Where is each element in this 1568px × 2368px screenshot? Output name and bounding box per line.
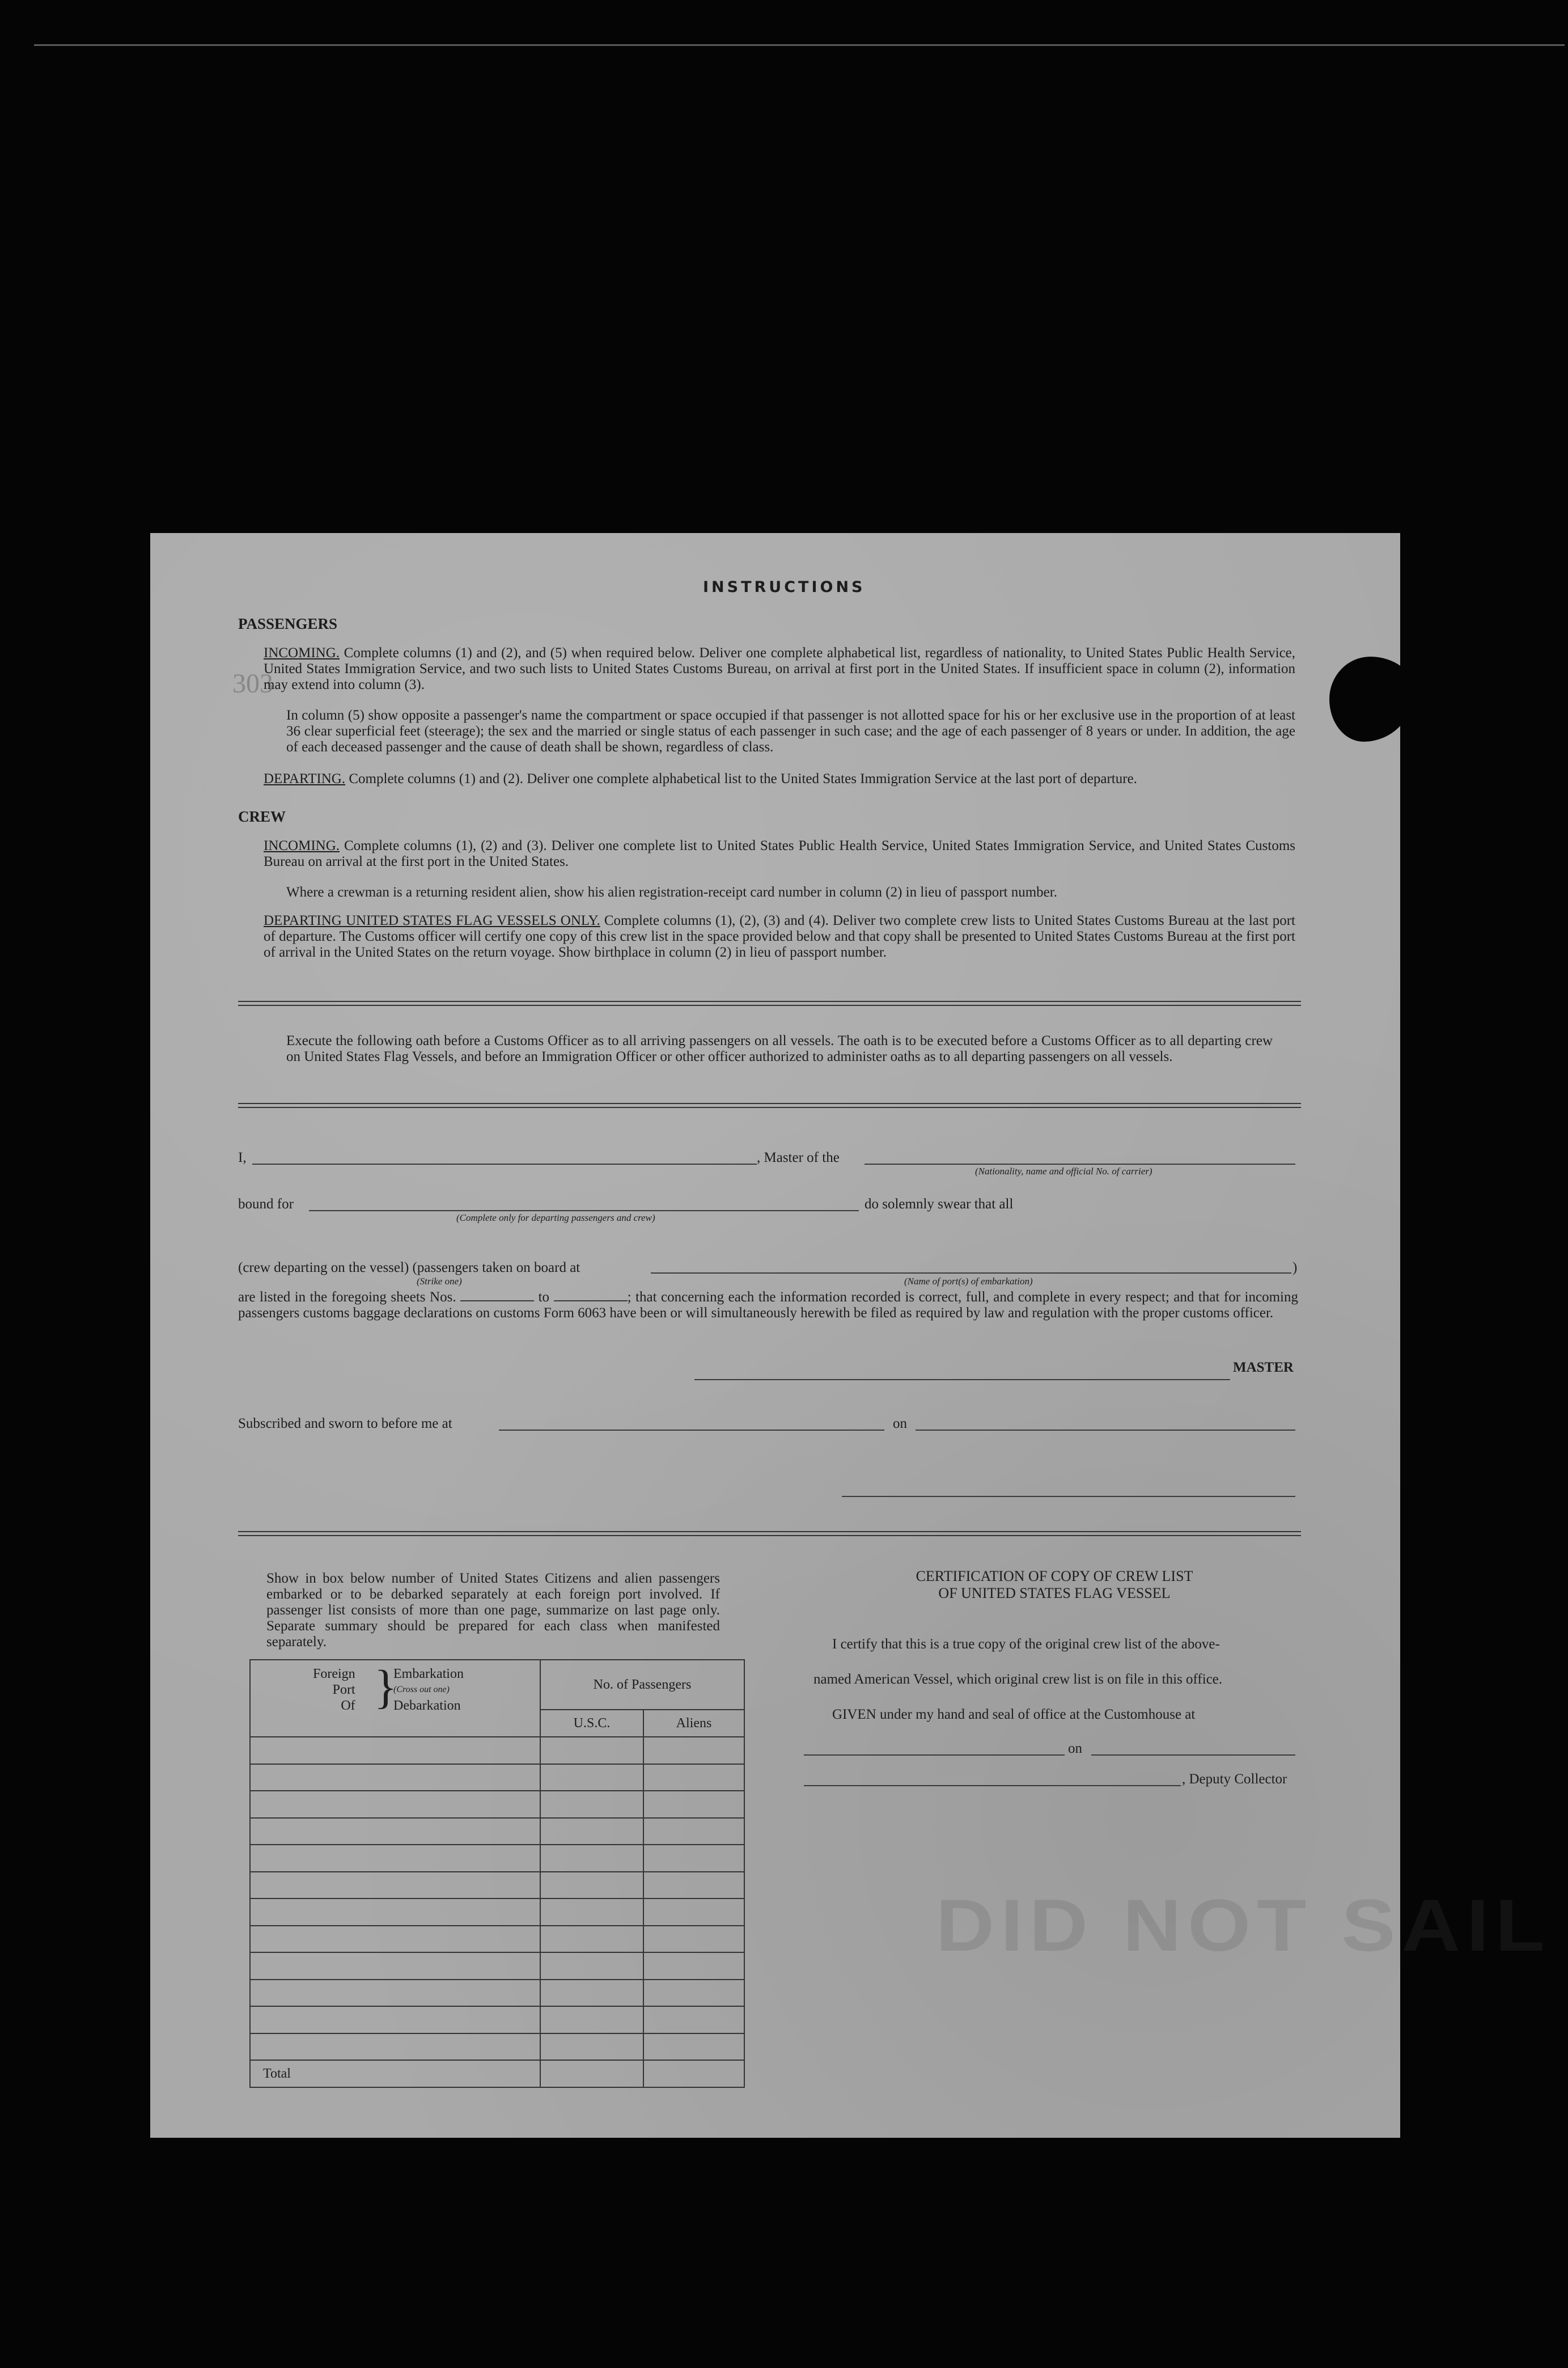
- usc-header: U.S.C.: [540, 1710, 643, 1737]
- table-row-aliens[interactable]: [643, 1818, 744, 1845]
- crew-departing-paragraph: [264, 913, 1295, 961]
- passengers-incoming-paragraph: [264, 645, 1295, 693]
- aliens-header: Aliens: [643, 1710, 744, 1737]
- passengers-column5-paragraph: In column (5) show opposite a passenger's name the compartment or space occupied if that passenger is not allotted space for his or her exclusive use in the proportion of at least 36 clear superficial feet (steerage); the sex and the married or single status of each passenger in such case; and the age of each passenger of 8 years or under. In addition, the age of each deceased passenger and the cause of death shall be shown, regardless of class.: [286, 708, 1295, 755]
- table-row-port[interactable]: [250, 1737, 540, 1764]
- passengers-departing-paragraph: [264, 771, 1295, 787]
- certification-date-field[interactable]: [1091, 1754, 1295, 1756]
- embarkation-port-field[interactable]: [651, 1272, 1291, 1274]
- subscribed-on-label: on: [893, 1416, 907, 1431]
- table-row-port[interactable]: [250, 1926, 540, 1953]
- certification-given: GIVEN under my hand and seal of office at the Customhouse at: [832, 1707, 1196, 1722]
- table-row-port[interactable]: [250, 1791, 540, 1818]
- passengers-heading: PASSENGERS: [238, 615, 338, 632]
- table-row-usc[interactable]: [540, 1952, 643, 1980]
- total-usc[interactable]: [540, 2060, 643, 2087]
- brace-icon: }: [374, 1661, 397, 1714]
- table-row-aliens[interactable]: [643, 1791, 744, 1818]
- certification-title-1: CERTIFICATION OF COPY OF CREW LIST: [916, 1568, 1193, 1584]
- table-row-usc[interactable]: [540, 1818, 643, 1845]
- table-row-usc[interactable]: [540, 1764, 643, 1791]
- total-label: Total: [250, 2060, 540, 2087]
- table-row-usc[interactable]: [540, 1845, 643, 1872]
- section-divider: [238, 1103, 1301, 1108]
- foreign-label: Foreign: [313, 1667, 355, 1681]
- crew-incoming-label: INCOMING.: [264, 838, 340, 853]
- nationality-note: (Nationality, name and official No. of carrier): [975, 1166, 1152, 1177]
- officer-signature-field[interactable]: [842, 1496, 1295, 1497]
- oath-i-label: I,: [238, 1150, 247, 1165]
- section-divider: [238, 1001, 1301, 1006]
- crew-incoming-paragraph: [264, 838, 1295, 870]
- passengers-incoming-text: Complete columns (1) and (2), and (5) when required below. Deliver one complete alphabetical list, regardless of nationality, to United States Public Health Service, United States Immigration Service, and two such lists to United States Customs Bureau, on arrival at first port in the United States. If insufficient space in column (2), information may extend into column (3).: [264, 645, 1296, 692]
- torn-corner: [1329, 657, 1414, 742]
- table-row-usc[interactable]: [540, 1898, 643, 1926]
- collector-signature-field[interactable]: [804, 1785, 1181, 1786]
- certification-title-2: OF UNITED STATES FLAG VESSEL: [938, 1585, 1171, 1601]
- no-of-passengers-header: No. of Passengers: [540, 1660, 744, 1710]
- table-row-aliens[interactable]: [643, 1872, 744, 1899]
- total-aliens[interactable]: [643, 2060, 744, 2087]
- table-row-aliens[interactable]: [643, 1764, 744, 1791]
- table-row-usc[interactable]: [540, 1980, 643, 2007]
- bleed-through-number: 303: [232, 669, 273, 699]
- table-row-port[interactable]: [250, 1818, 540, 1845]
- page-title: INSTRUCTIONS: [703, 578, 866, 596]
- table-row-port[interactable]: [250, 2006, 540, 2033]
- table-row-aliens[interactable]: [643, 1898, 744, 1926]
- bleed-through-stamp: DID NOT SAIL: [935, 1884, 1551, 1967]
- crew-incoming-text: Complete columns (1), (2) and (3). Deliver one complete list to United States Public Health Service, United States Immigration Service, and United States Customs Bureau on arrival at the first port in the United States.: [264, 838, 1295, 869]
- crew-departing-label: DEPARTING UNITED STATES FLAG VESSELS ONLY.: [264, 913, 600, 928]
- table-row-port[interactable]: [250, 1764, 540, 1791]
- table-row-port[interactable]: [250, 1952, 540, 1980]
- subscribed-date-field[interactable]: [916, 1430, 1295, 1431]
- summary-instruction: Show in box below number of United States Citizens and alien passengers embarked or to be debarked separately at each foreign port involved. If passenger list consists of more than one page, summarize on last page only. Separate summary should be prepared for each class when manifested separately.: [266, 1571, 720, 1650]
- cross-out-note: (Cross out one): [393, 1685, 450, 1694]
- to-label: to: [538, 1289, 550, 1305]
- table-row-aliens[interactable]: [643, 1980, 744, 2007]
- bound-for-field[interactable]: [309, 1210, 859, 1211]
- crew-heading: CREW: [238, 808, 286, 825]
- certification-text-2: named American Vessel, which original crew list is on file in this office.: [813, 1672, 1223, 1687]
- port-header-cell: [250, 1660, 540, 1737]
- do-swear-label: do solemnly swear that all: [864, 1196, 1014, 1212]
- table-row-usc[interactable]: [540, 2033, 643, 2061]
- customhouse-field[interactable]: [804, 1754, 1065, 1756]
- table-row-usc[interactable]: [540, 1791, 643, 1818]
- passenger-summary-table: [249, 1659, 745, 2088]
- table-row-usc[interactable]: [540, 1872, 643, 1899]
- crew-departing-text: Complete columns (1), (2), (3) and (4). Deliver two complete crew lists to United States Customs Bureau at the last port of departure. The Customs officer will certify one copy of this crew list in the space provided below and that copy shall be presented to United States Customs Bureau at the first port of arrival in the United States on the return voyage. Show birthplace in column (2) in lieu of passport number.: [264, 913, 1296, 960]
- complete-only-note: (Complete only for departing passengers and crew): [456, 1212, 655, 1223]
- section-divider: [238, 1531, 1301, 1536]
- table-row-aliens[interactable]: [643, 1737, 744, 1764]
- listed-sheets-paragraph: [238, 1289, 1298, 1321]
- certification-on-label: on: [1068, 1741, 1082, 1756]
- table-row-aliens[interactable]: [643, 1845, 744, 1872]
- table-row-usc[interactable]: [540, 1737, 643, 1764]
- close-paren: ): [1292, 1260, 1298, 1275]
- strike-one-note: (Strike one): [417, 1276, 462, 1287]
- table-row-port[interactable]: [250, 2033, 540, 2061]
- table-row-port[interactable]: [250, 1980, 540, 2007]
- table-row-aliens[interactable]: [643, 2033, 744, 2061]
- crew-alien-paragraph: Where a crewman is a returning resident alien, show his alien registration-receipt card number in column (2) in lieu of passport number.: [286, 885, 1057, 900]
- table-row-aliens[interactable]: [643, 2006, 744, 2033]
- passengers-departing-label: DEPARTING.: [264, 771, 346, 786]
- oath-instruction: Execute the following oath before a Customs Officer as to all arriving passengers on all vessels. The oath is to be executed before a Customs Officer as to all departing crew on United States Flag Vessels, and before an Immigration Officer or other officer authorized to administer oaths as to all departing passengers on all vessels.: [286, 1033, 1273, 1064]
- master-of-the-label: , Master of the: [757, 1150, 840, 1165]
- passengers-departing-text: Complete columns (1) and (2). Deliver one complete alphabetical list to the United States Immigration Service at the last port of departure.: [349, 771, 1137, 786]
- port-label: Port: [332, 1682, 355, 1697]
- bound-for-label: bound for: [238, 1196, 294, 1212]
- master-name-field[interactable]: [252, 1164, 757, 1165]
- listed-text-2: ; that concerning each the information recorded is correct, full, and complete in every respect; and that for incoming passengers customs baggage declarations on customs Form 6063 have been or will simultaneously herewith be filed as required by law and regulation with the proper customs officer.: [238, 1289, 1298, 1321]
- port-note: (Name of port(s) of embarkation): [904, 1276, 1033, 1287]
- embarkation-label: Embarkation: [393, 1667, 464, 1681]
- deputy-collector-label: , Deputy Collector: [1182, 1771, 1287, 1787]
- subscribed-label: Subscribed and sworn to before me at: [238, 1416, 452, 1431]
- table-row-usc[interactable]: [540, 2006, 643, 2033]
- certification-text-1: I certify that this is a true copy of the original crew list of the above-: [832, 1637, 1220, 1652]
- table-row-aliens[interactable]: [643, 1926, 744, 1953]
- passengers-incoming-label: INCOMING.: [264, 645, 340, 661]
- subscribed-place-field[interactable]: [499, 1430, 884, 1431]
- carrier-field[interactable]: [864, 1164, 1295, 1165]
- crew-departing-label: (crew departing on the vessel) (passengers taken on board at: [238, 1260, 580, 1275]
- table-row-port[interactable]: [250, 1845, 540, 1872]
- master-label: MASTER: [1233, 1360, 1294, 1375]
- listed-text-1: are listed in the foregoing sheets Nos.: [238, 1289, 456, 1305]
- table-row-port[interactable]: [250, 1872, 540, 1899]
- table-row-aliens[interactable]: [643, 1952, 744, 1980]
- film-frame-line: [34, 44, 1565, 46]
- table-row-port[interactable]: [250, 1898, 540, 1926]
- of-label: Of: [341, 1698, 355, 1713]
- sheet-from-field[interactable]: [460, 1300, 534, 1301]
- sheet-to-field[interactable]: [554, 1300, 628, 1301]
- debarkation-label: Debarkation: [393, 1698, 461, 1713]
- master-signature-field[interactable]: [694, 1379, 1230, 1380]
- table-row-usc[interactable]: [540, 1926, 643, 1953]
